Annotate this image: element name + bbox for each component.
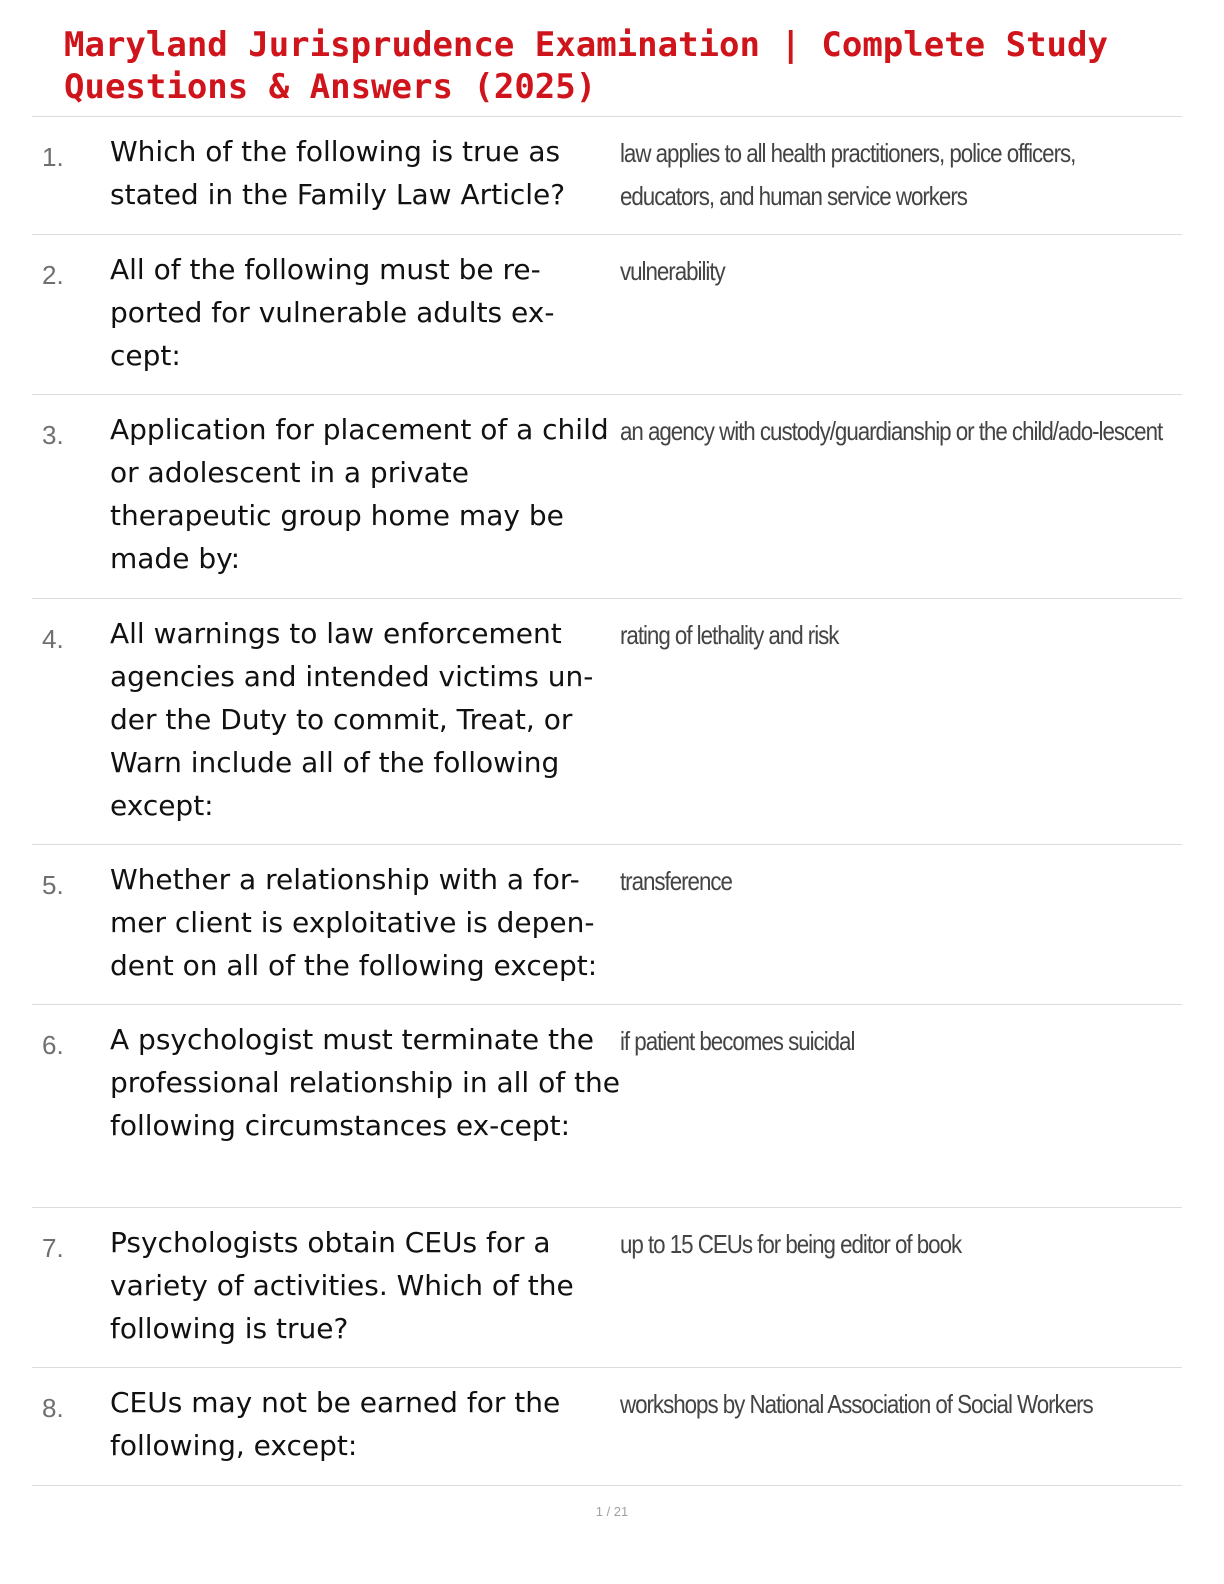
answer-text: up to 15 CEUs for being editor of book	[620, 1229, 962, 1259]
answer-text: rating of lethality and risk	[620, 620, 839, 650]
qa-row	[32, 235, 1182, 395]
answer-text: vulnerability	[620, 256, 725, 286]
page-indicator: 1 / 21	[595, 1504, 629, 1519]
answer-text: workshops by National Association of Social Workers	[620, 1389, 1093, 1419]
qa-row	[32, 599, 1182, 845]
qa-row	[32, 1368, 1182, 1486]
qa-row	[32, 1208, 1182, 1368]
question-text: Whether a relationship with a for-mer client is exploitative is depen-dent on all of the following except:	[110, 863, 598, 982]
answer-text: law applies to all health practitioners, police officers, educators, and human service workers	[620, 138, 1076, 211]
question-number: 3.	[42, 420, 64, 450]
qa-row	[32, 117, 1182, 235]
qa-row	[32, 1005, 1182, 1208]
question-number: 8.	[42, 1393, 64, 1423]
question-number: 7.	[42, 1233, 64, 1263]
document-title: Maryland Jurisprudence Examination | Complete Study Questions & Answers (2025)	[64, 25, 1108, 107]
question-number: 4.	[42, 624, 64, 654]
question-text: A psychologist must terminate the professional relationship in all of the following circumstances ex-cept:	[110, 1023, 620, 1142]
question-text: All of the following must be re-ported for vulnerable adults ex-cept:	[110, 253, 555, 372]
answer-text: transference	[620, 866, 732, 896]
qa-list	[32, 116, 1182, 1486]
question-number: 6.	[42, 1030, 64, 1060]
question-number: 1.	[42, 142, 64, 172]
question-text: Psychologists obtain CEUs for a variety of activities. Which of the following is true?	[110, 1226, 574, 1345]
answer-text: if patient becomes suicidal	[620, 1026, 855, 1056]
question-text: CEUs may not be earned for the following, except:	[110, 1386, 561, 1462]
question-text: All warnings to law enforcement agencies and intended victims un-der the Duty to commit, Treat, or Warn include all of the following except:	[110, 617, 594, 822]
question-number: 2.	[42, 260, 64, 290]
answer-text: an agency with custody/guardianship or the child/ado-lescent	[620, 416, 1163, 446]
qa-row	[32, 395, 1182, 599]
qa-row	[32, 845, 1182, 1005]
question-text: Application for placement of a child or adolescent in a private therapeutic group home may be made by:	[110, 413, 609, 575]
question-number: 5.	[42, 870, 64, 900]
question-text: Which of the following is true as stated in the Family Law Article?	[110, 135, 566, 211]
